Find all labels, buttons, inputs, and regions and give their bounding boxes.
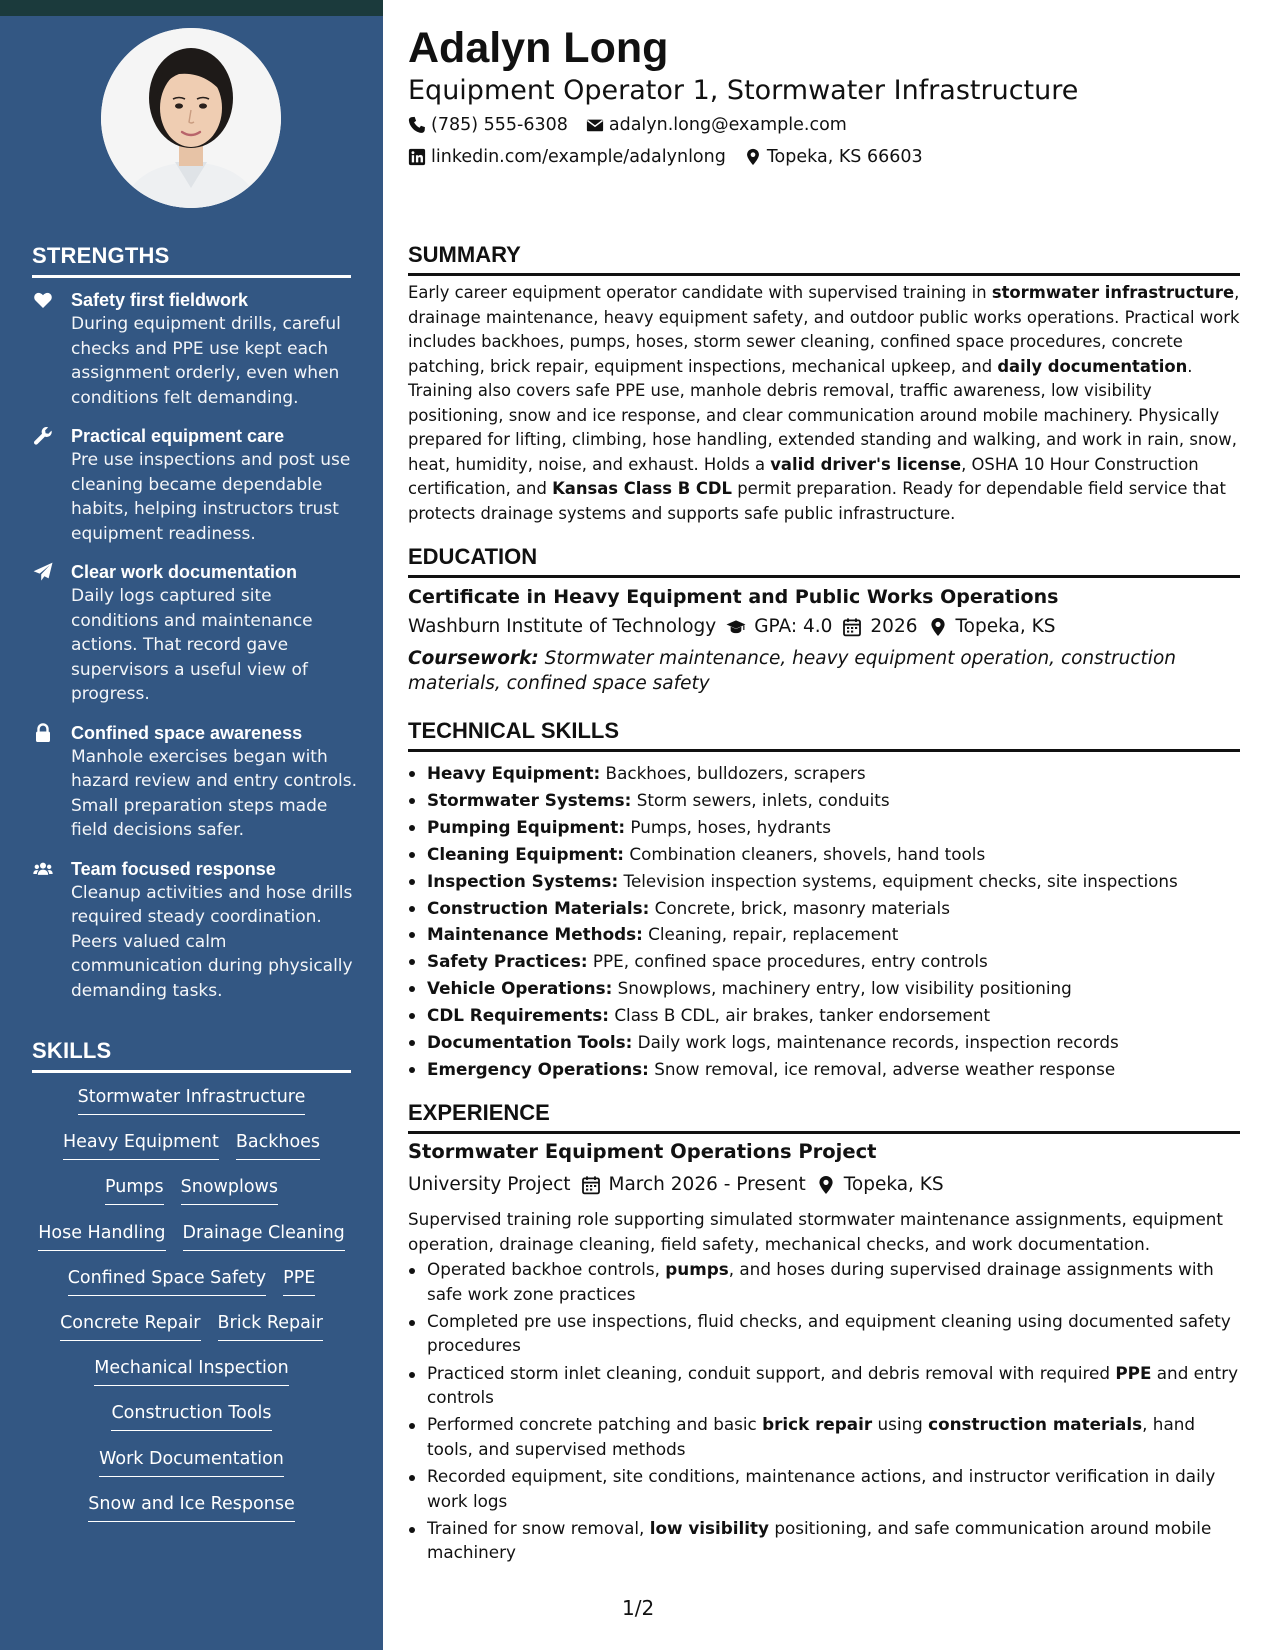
summary-keyword: daily documentation bbox=[997, 356, 1188, 376]
phone-icon bbox=[408, 116, 426, 134]
gpa bbox=[726, 614, 832, 640]
strength-title: Practical equipment care bbox=[71, 426, 285, 446]
list-item bbox=[408, 1029, 1240, 1056]
skill-tag: Snow and Ice Response bbox=[88, 1492, 294, 1522]
bullet-icon bbox=[409, 771, 415, 777]
strengths-list bbox=[32, 288, 362, 1017]
experience-bullets bbox=[408, 1257, 1240, 1568]
list-item bbox=[408, 1002, 1240, 1029]
skill-tag: PPE bbox=[283, 1266, 315, 1296]
education-heading: EDUCATION bbox=[408, 543, 1240, 578]
skill-category: Pumping Equipment: bbox=[427, 816, 626, 837]
strength-item bbox=[32, 857, 362, 1004]
bullet-icon bbox=[409, 906, 415, 912]
email-contact[interactable] bbox=[586, 113, 847, 137]
skill-row bbox=[32, 1401, 351, 1446]
skill-values: Television inspection systems, equipment checks, site inspections bbox=[618, 870, 1178, 891]
skill-row bbox=[32, 1085, 351, 1130]
bullet-icon bbox=[409, 1040, 415, 1046]
skill-values: Pumps, hoses, hydrants bbox=[625, 816, 831, 837]
education-location bbox=[928, 614, 1056, 640]
map-marker-icon bbox=[816, 1175, 836, 1195]
gpa-value: GPA: 4.0 bbox=[754, 616, 833, 637]
contact-row bbox=[408, 145, 923, 169]
linkedin-icon bbox=[408, 148, 426, 166]
strength-item bbox=[32, 560, 362, 707]
strength-description: Pre use inspections and post use cleaning became dependable habits, helping instructors trust equipment readiness. bbox=[71, 450, 351, 544]
strength-title: Confined space awareness bbox=[71, 722, 303, 743]
list-item bbox=[408, 1516, 1240, 1565]
strength-item bbox=[32, 721, 362, 843]
skill-category: Inspection Systems: bbox=[427, 870, 619, 891]
summary-paragraph bbox=[408, 281, 1240, 526]
bullet-text: Practiced storm inlet cleaning, conduit support, and debris removal with required bbox=[427, 1362, 1116, 1383]
dates-value: March 2026 - Present bbox=[608, 1174, 806, 1195]
bullet-text: , hand tools, and supervised methods bbox=[427, 1414, 1196, 1459]
bullet-icon bbox=[409, 1372, 415, 1378]
skill-tag: Construction Tools bbox=[111, 1401, 271, 1431]
summary-keyword: stormwater infrastructure bbox=[991, 283, 1235, 302]
bullet-icon bbox=[409, 852, 415, 858]
skill-row bbox=[32, 1266, 351, 1311]
bullet-icon bbox=[409, 1067, 415, 1073]
summary-text: . Training also covers safe PPE use, manhole debris removal, traffic awareness, low visibility positioning, snow and ice response, and clear communication around mobile machinery. Physically prepared for lifting, climbing, hose handling, extended standing and walking, and work in rain, snow, heat, humidity, noise, and exhaust. Holds a bbox=[408, 356, 1237, 474]
bullet-text: Operated backhoe controls, bbox=[427, 1259, 666, 1279]
avatar bbox=[101, 28, 281, 208]
skill-category: Stormwater Systems: bbox=[427, 789, 632, 810]
coursework-label: Coursework: bbox=[408, 648, 539, 669]
bullet-text: Trained for snow removal, bbox=[427, 1517, 650, 1538]
education-meta bbox=[408, 614, 1055, 640]
bullet-icon bbox=[409, 986, 415, 992]
bullet-text: Performed concrete patching and basic bbox=[427, 1414, 763, 1435]
experience-description: Supervised training role supporting simulated stormwater maintenance assignments, equipment operation, drainage cleaning, field safety, mechanical checks, and work documentation. bbox=[408, 1209, 1224, 1254]
list-item bbox=[408, 1309, 1240, 1358]
list-item bbox=[408, 1412, 1240, 1461]
page-number: 1/2 bbox=[622, 1596, 655, 1620]
skill-category: Vehicle Operations: bbox=[427, 978, 613, 999]
candidate-name: Adalyn Long bbox=[408, 24, 669, 72]
location-contact bbox=[744, 145, 923, 169]
sidebar bbox=[0, 0, 383, 1650]
list-item bbox=[408, 975, 1240, 1002]
location-text: Topeka, KS 66603 bbox=[766, 147, 923, 167]
skill-values: PPE, confined space procedures, entry controls bbox=[587, 951, 988, 972]
bullet-icon bbox=[409, 932, 415, 938]
skill-tag: Mechanical Inspection bbox=[94, 1356, 288, 1386]
skill-tag: Work Documentation bbox=[99, 1447, 284, 1477]
skill-values: Snow removal, ice removal, adverse weather response bbox=[648, 1058, 1116, 1079]
summary-text: Early career equipment operator candidate with supervised training in bbox=[408, 283, 992, 302]
skill-tag: Concrete Repair bbox=[60, 1311, 200, 1341]
bullet-icon bbox=[409, 1423, 415, 1429]
bullet-keyword: brick repair bbox=[762, 1414, 873, 1435]
bullet-icon bbox=[409, 1475, 415, 1481]
envelope-icon bbox=[586, 116, 604, 134]
list-item bbox=[408, 1056, 1240, 1083]
skill-tag: Pumps bbox=[105, 1175, 164, 1205]
users-icon bbox=[33, 859, 53, 879]
wrench-icon bbox=[33, 426, 53, 446]
bullet-text: positioning, and safe communication around mobile machinery bbox=[427, 1517, 1212, 1563]
experience-role: Stormwater Equipment Operations Project bbox=[408, 1140, 877, 1163]
list-item bbox=[408, 814, 1240, 841]
skill-row bbox=[32, 1492, 351, 1537]
bullet-keyword: construction materials bbox=[928, 1414, 1143, 1435]
strength-title: Team focused response bbox=[71, 858, 276, 879]
skill-category: Documentation Tools: bbox=[427, 1032, 633, 1053]
skill-row bbox=[32, 1311, 351, 1356]
summary-heading: SUMMARY bbox=[408, 241, 1240, 276]
skill-values: Storm sewers, inlets, conduits bbox=[631, 789, 890, 810]
list-item bbox=[408, 787, 1240, 814]
sidebar-top-bar bbox=[0, 0, 383, 16]
strengths-heading: STRENGTHS bbox=[32, 243, 351, 278]
skill-tag: Heavy Equipment bbox=[63, 1130, 219, 1160]
location-value: Topeka, KS bbox=[955, 616, 1056, 637]
graduation-cap-icon bbox=[726, 617, 746, 637]
summary-keyword: valid driver's license bbox=[770, 454, 962, 474]
calendar-icon bbox=[842, 617, 862, 637]
bullet-keyword: pumps bbox=[665, 1259, 729, 1279]
skill-row bbox=[32, 1175, 351, 1220]
skill-category: Emergency Operations: bbox=[427, 1058, 649, 1079]
bullet-icon bbox=[409, 1320, 415, 1326]
bullet-icon bbox=[409, 798, 415, 804]
skill-category: Heavy Equipment: bbox=[427, 763, 601, 783]
strength-title: Safety first fieldwork bbox=[71, 290, 249, 310]
list-item bbox=[408, 841, 1240, 868]
strength-description: Manhole exercises began with hazard review and entry controls. Small preparation steps made field decisions safer. bbox=[71, 746, 357, 840]
phone-number: (785) 555-6308 bbox=[431, 115, 568, 135]
bullet-text: , and hoses during supervised drainage assignments with safe work zone practices bbox=[427, 1259, 1214, 1304]
profile-photo bbox=[101, 28, 281, 208]
bullet-icon bbox=[409, 1013, 415, 1019]
bullet-text: and entry controls bbox=[427, 1362, 1239, 1408]
skill-tag: Backhoes bbox=[236, 1130, 320, 1160]
skills-heading: SKILLS bbox=[32, 1038, 351, 1073]
map-marker-icon bbox=[744, 148, 762, 166]
linkedin-url: linkedin.com/example/adalynlong bbox=[431, 147, 726, 167]
heart-icon bbox=[33, 290, 53, 310]
bullet-keyword: PPE bbox=[1115, 1362, 1152, 1383]
bullet-icon bbox=[409, 825, 415, 831]
strength-description: During equipment drills, careful checks and PPE use kept each assignment orderly, even when conditions felt demanding. bbox=[71, 314, 341, 408]
summary-text: , drainage maintenance, heavy equipment safety, and outdoor public works operations. Practical work includes backhoes, pumps, hoses, storm sewer cleaning, confined space procedures, concrete patching, brick repair, equipment inspections, mechanical upkeep, and bbox=[408, 283, 1240, 376]
contact-row bbox=[408, 113, 847, 137]
skill-values: Cleaning, repair, replacement bbox=[642, 924, 899, 945]
experience-meta bbox=[408, 1172, 944, 1198]
skill-category: Cleaning Equipment: bbox=[427, 843, 625, 864]
bullet-text: using bbox=[872, 1414, 929, 1435]
phone-contact[interactable] bbox=[408, 113, 568, 137]
list-item bbox=[408, 760, 1240, 787]
job-title: Equipment Operator 1, Stormwater Infrastructure bbox=[408, 75, 1079, 106]
skill-row bbox=[32, 1447, 351, 1492]
technical-skills-list bbox=[408, 760, 1240, 1083]
year-value: 2026 bbox=[870, 616, 918, 637]
bullet-icon bbox=[409, 1268, 415, 1274]
list-item bbox=[408, 921, 1240, 948]
skill-row bbox=[32, 1221, 351, 1266]
summary-text: , OSHA 10 Hour Construction certification, and bbox=[408, 454, 1199, 498]
skill-values: Snowplows, machinery entry, low visibility positioning bbox=[612, 978, 1072, 999]
map-marker-icon bbox=[928, 617, 948, 637]
skill-category: Maintenance Methods: bbox=[427, 924, 643, 945]
technical-skills-heading: TECHNICAL SKILLS bbox=[408, 717, 1240, 752]
skills-tag-list bbox=[32, 1085, 351, 1537]
skill-tag: Brick Repair bbox=[218, 1311, 323, 1341]
skill-values: Concrete, brick, masonry materials bbox=[649, 897, 950, 918]
bullet-icon bbox=[409, 1527, 415, 1533]
degree-title: Certificate in Heavy Equipment and Public Works Operations bbox=[408, 586, 1059, 608]
strength-title: Clear work documentation bbox=[71, 562, 298, 582]
skill-row bbox=[32, 1356, 351, 1401]
list-item bbox=[408, 895, 1240, 922]
skill-category: Safety Practices: bbox=[427, 951, 588, 972]
skill-tag: Snowplows bbox=[181, 1175, 278, 1205]
paper-plane-icon bbox=[33, 562, 53, 582]
bullet-text: Completed pre use inspections, fluid checks, and equipment cleaning using documented safety procedures bbox=[427, 1310, 1231, 1356]
skill-values: Daily work logs, maintenance records, inspection records bbox=[632, 1032, 1119, 1053]
skill-tag: Confined Space Safety bbox=[68, 1266, 266, 1296]
experience-location bbox=[816, 1172, 944, 1198]
bullet-keyword: low visibility bbox=[649, 1517, 769, 1538]
bullet-text: Recorded equipment, site conditions, maintenance actions, and instructor verification in daily work logs bbox=[427, 1466, 1216, 1511]
skill-values: Combination cleaners, shovels, hand tools bbox=[624, 843, 986, 864]
lock-icon bbox=[33, 723, 53, 743]
skill-tag: Hose Handling bbox=[38, 1221, 165, 1251]
coursework bbox=[408, 646, 1240, 696]
strength-description: Cleanup activities and hose drills required steady coordination. Peers valued calm communication during physically demanding tasks. bbox=[71, 882, 353, 1001]
graduation-year bbox=[842, 614, 917, 640]
strength-description: Daily logs captured site conditions and maintenance actions. That record gave supervisors a useful view of progress. bbox=[71, 586, 313, 704]
skill-values: Class B CDL, air brakes, tanker endorsement bbox=[609, 1005, 991, 1026]
skill-category: Construction Materials: bbox=[427, 897, 650, 918]
skill-tag: Drainage Cleaning bbox=[183, 1221, 345, 1251]
list-item bbox=[408, 1257, 1240, 1306]
linkedin-contact[interactable] bbox=[408, 145, 726, 169]
email-address: adalyn.long@example.com bbox=[608, 115, 847, 135]
experience-dates bbox=[581, 1172, 806, 1198]
skill-category: CDL Requirements: bbox=[427, 1005, 609, 1026]
skill-row bbox=[32, 1130, 351, 1175]
summary-keyword: Kansas Class B CDL bbox=[552, 479, 732, 498]
list-item bbox=[408, 868, 1240, 895]
location-value: Topeka, KS bbox=[843, 1174, 944, 1195]
bullet-icon bbox=[409, 879, 415, 885]
school-name: Washburn Institute of Technology bbox=[408, 616, 717, 637]
calendar-icon bbox=[581, 1175, 601, 1195]
summary-text: permit preparation. Ready for dependable field service that protects drainage systems and supports safe public infrastructure. bbox=[408, 479, 1226, 523]
skill-values: Backhoes, bulldozers, scrapers bbox=[600, 763, 866, 783]
list-item bbox=[408, 1361, 1240, 1410]
experience-heading: EXPERIENCE bbox=[408, 1099, 1240, 1134]
skill-tag: Stormwater Infrastructure bbox=[78, 1085, 306, 1115]
coursework-text: Stormwater maintenance, heavy equipment operation, construction materials, confined space safety bbox=[408, 648, 1176, 694]
strength-item bbox=[32, 424, 362, 546]
organization-name: University Project bbox=[408, 1174, 571, 1195]
list-item bbox=[408, 948, 1240, 975]
strength-item bbox=[32, 288, 362, 410]
bullet-icon bbox=[409, 959, 415, 965]
list-item bbox=[408, 1464, 1240, 1513]
